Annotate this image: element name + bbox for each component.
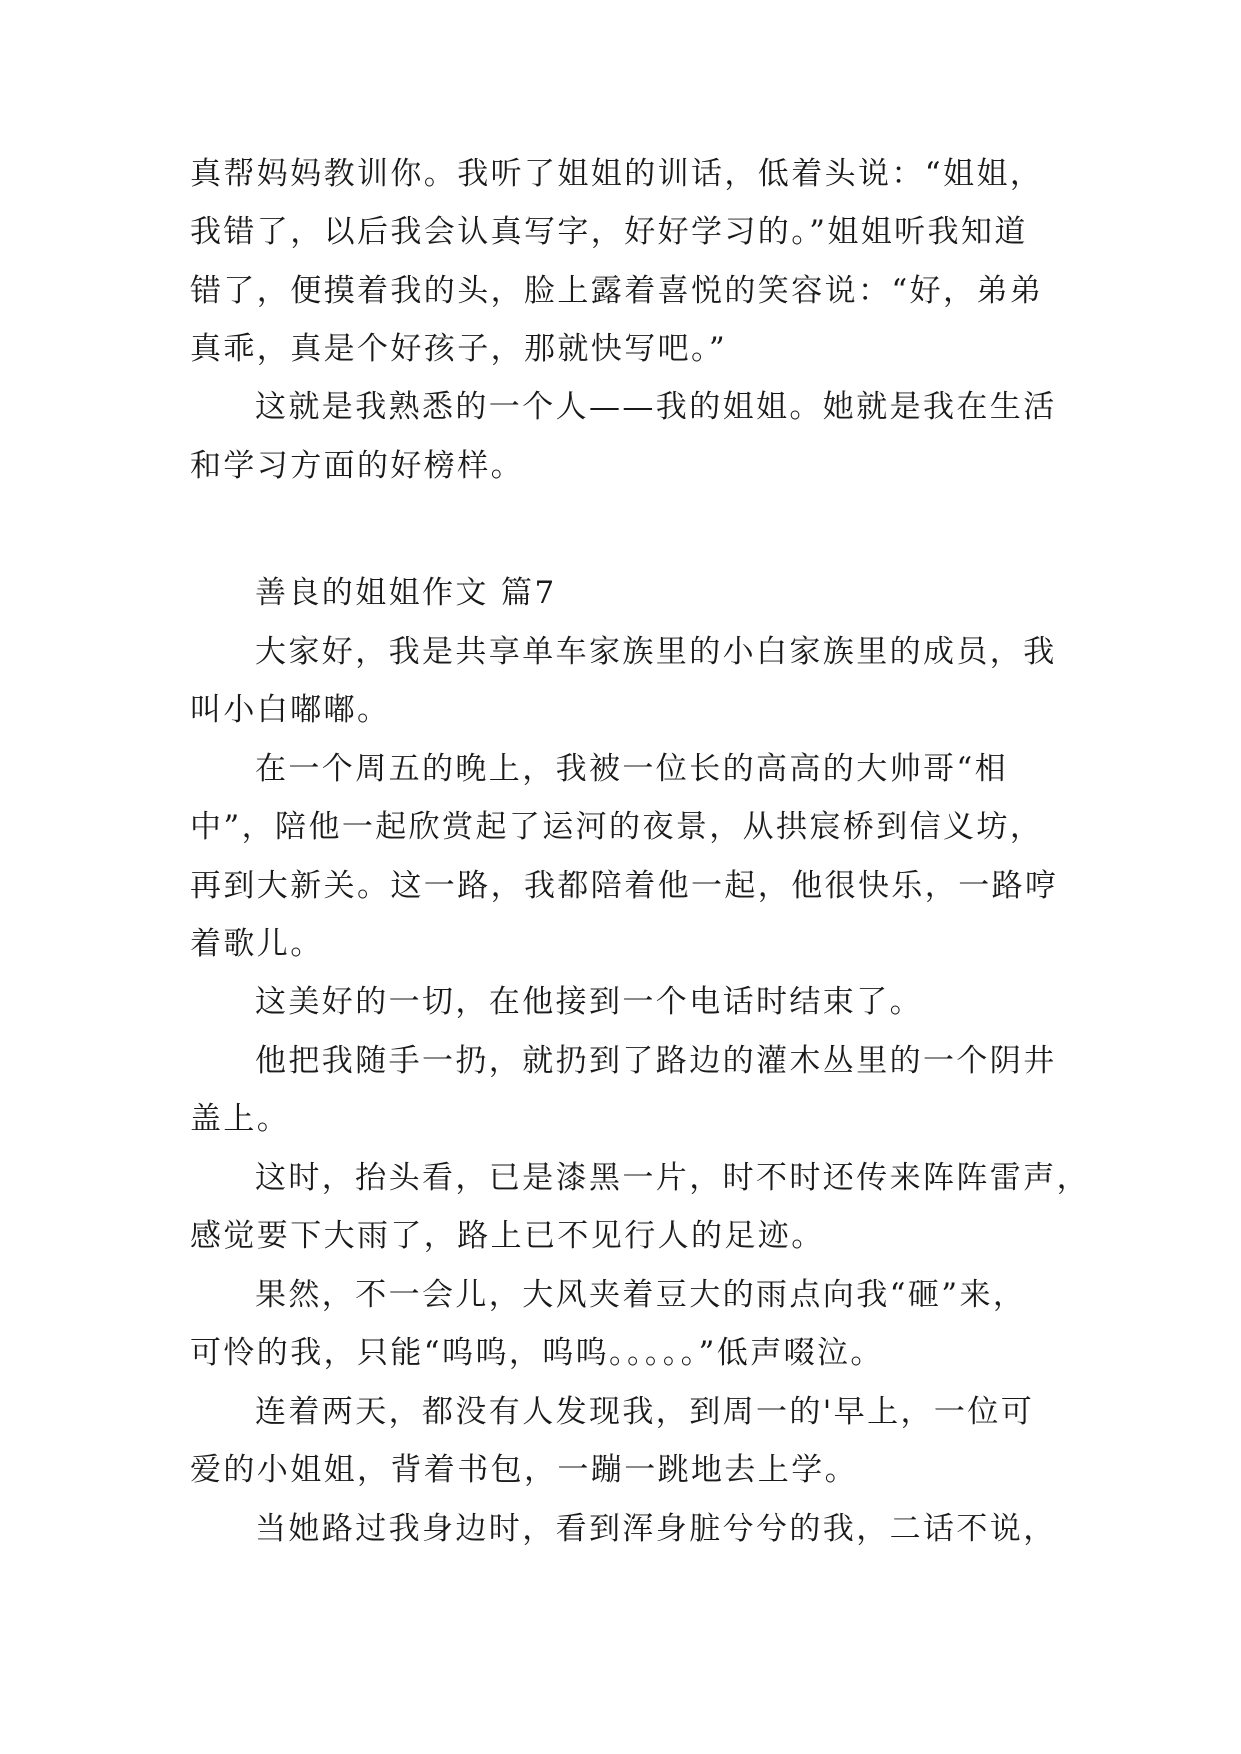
text-line: 着歌儿。 xyxy=(190,926,324,962)
text-line: 我错了，以后我会认真写字，好好学习的。”姐姐听我知道 xyxy=(190,214,1028,250)
section-heading: 善良的姐姐作文 篇7 xyxy=(255,575,557,611)
text-line: 果然，不一会儿，大风夹着豆大的雨点向我“砸”来， xyxy=(255,1277,1027,1313)
text-line: 再到大新关。这一路，我都陪着他一起，他很快乐，一路哼 xyxy=(190,868,1059,904)
text-line: 感觉要下大雨了，路上已不见行人的足迹。 xyxy=(190,1218,825,1254)
text-line: 盖上。 xyxy=(190,1101,291,1137)
text-line: 叫小白嘟嘟。 xyxy=(190,692,391,728)
text-line: 在一个周五的晚上，我被一位长的高高的大帅哥“相 xyxy=(255,751,1009,787)
text-line: 连着两天，都没有人发现我，到周一的'早上，一位可 xyxy=(255,1394,1035,1430)
text-line: 中”，陪他一起欣赏起了运河的夜景，从拱宸桥到信义坊， xyxy=(190,809,1044,845)
text-line: 大家好，我是共享单车家族里的小白家族里的成员，我 xyxy=(255,634,1057,670)
text-line: 爱的小姐姐，背着书包，一蹦一跳地去上学。 xyxy=(190,1452,858,1488)
text-line: 这时，抬头看，已是漆黑一片，时不时还传来阵阵雷声， xyxy=(255,1160,1090,1196)
text-line: 这美好的一切，在他接到一个电话时结束了。 xyxy=(255,984,923,1020)
text-line: 这就是我熟悉的一个人——我的姐姐。她就是我在生活 xyxy=(255,389,1057,425)
text-line: 他把我随手一扔，就扔到了路边的灌木丛里的一个阴井 xyxy=(255,1043,1057,1079)
text-line: 真帮妈妈教训你。我听了姐姐的训话，低着头说：“姐姐， xyxy=(190,156,1044,192)
text-line: 当她路过我身边时，看到浑身脏兮兮的我，二话不说， xyxy=(255,1511,1057,1547)
text-line: 和学习方面的好榜样。 xyxy=(190,448,524,484)
text-line: 错了，便摸着我的头，脸上露着喜悦的笑容说：“好，弟弟 xyxy=(190,273,1044,309)
text-line: 真乖，真是个好孩子，那就快写吧。” xyxy=(190,331,728,367)
text-line: 可怜的我，只能“呜呜，呜呜。。。。。”低声啜泣。 xyxy=(190,1335,884,1371)
